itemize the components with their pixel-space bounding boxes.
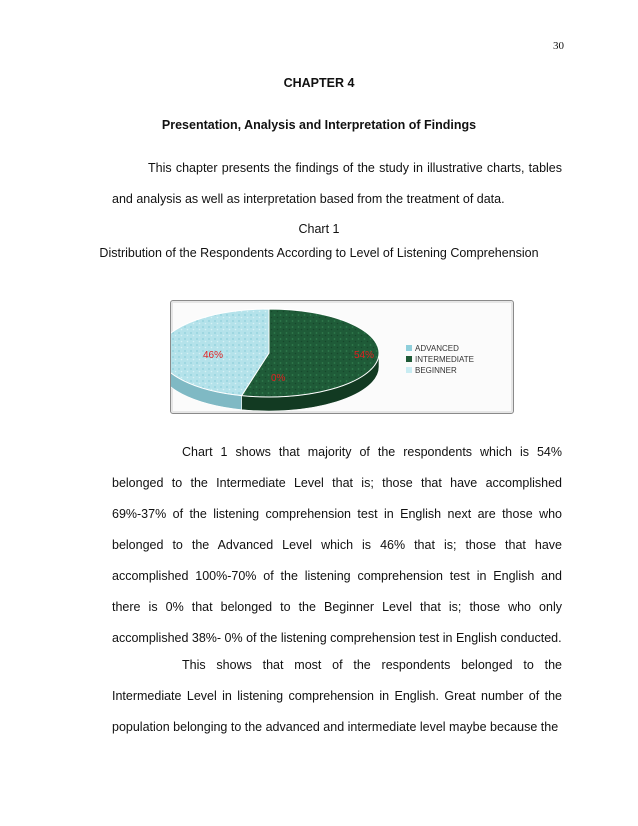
chapter-subtitle: Presentation, Analysis and Interpretation of Findings	[161, 118, 477, 132]
chart-frame	[170, 300, 514, 414]
data-label-beginner: 0%	[271, 373, 286, 384]
legend-swatch-beginner	[406, 367, 412, 373]
chapter-title: CHAPTER 4	[283, 76, 355, 90]
legend-swatch-advanced	[406, 345, 412, 351]
legend-label-beginner: BEGINNER	[415, 366, 457, 375]
legend-label-intermediate: INTERMEDIATE	[415, 355, 474, 364]
page-number: 30	[553, 40, 564, 52]
chart-caption: Distribution of the Respondents According to Level of Listening Comprehension	[99, 246, 539, 260]
chart-label: Chart 1	[298, 222, 340, 236]
legend-swatch-intermediate	[406, 356, 412, 362]
data-label-advanced: 46%	[203, 350, 224, 361]
conclusion-paragraph: This shows that most of the respondents belonged to the Intermediate Level in listening comprehension in English. Great number of the population belonging to the advanced and intermediate level maybe because the	[112, 658, 562, 734]
legend-label-advanced: ADVANCED	[415, 344, 459, 353]
analysis-paragraph: Chart 1 shows that majority of the respondents which is 54% belonged to the Intermediate Level that is; those that have accomplished 69%-37% of the listening comprehension test in English next are those who belonged to the Advanced Level which is 46% that is; those that have accomplished 100%-70% of the listening comprehension test in English and there is 0% that belonged to the Beginner Level that is; those who only accomplished 38%- 0% of the listening comprehension test in English conducted.	[112, 445, 562, 645]
pie-chart	[171, 301, 513, 413]
data-label-intermediate: 54%	[354, 350, 375, 361]
intro-paragraph: This chapter presents the findings of the study in illustrative charts, tables and analysis as well as interpretation based from the treatment of data.	[112, 161, 562, 206]
